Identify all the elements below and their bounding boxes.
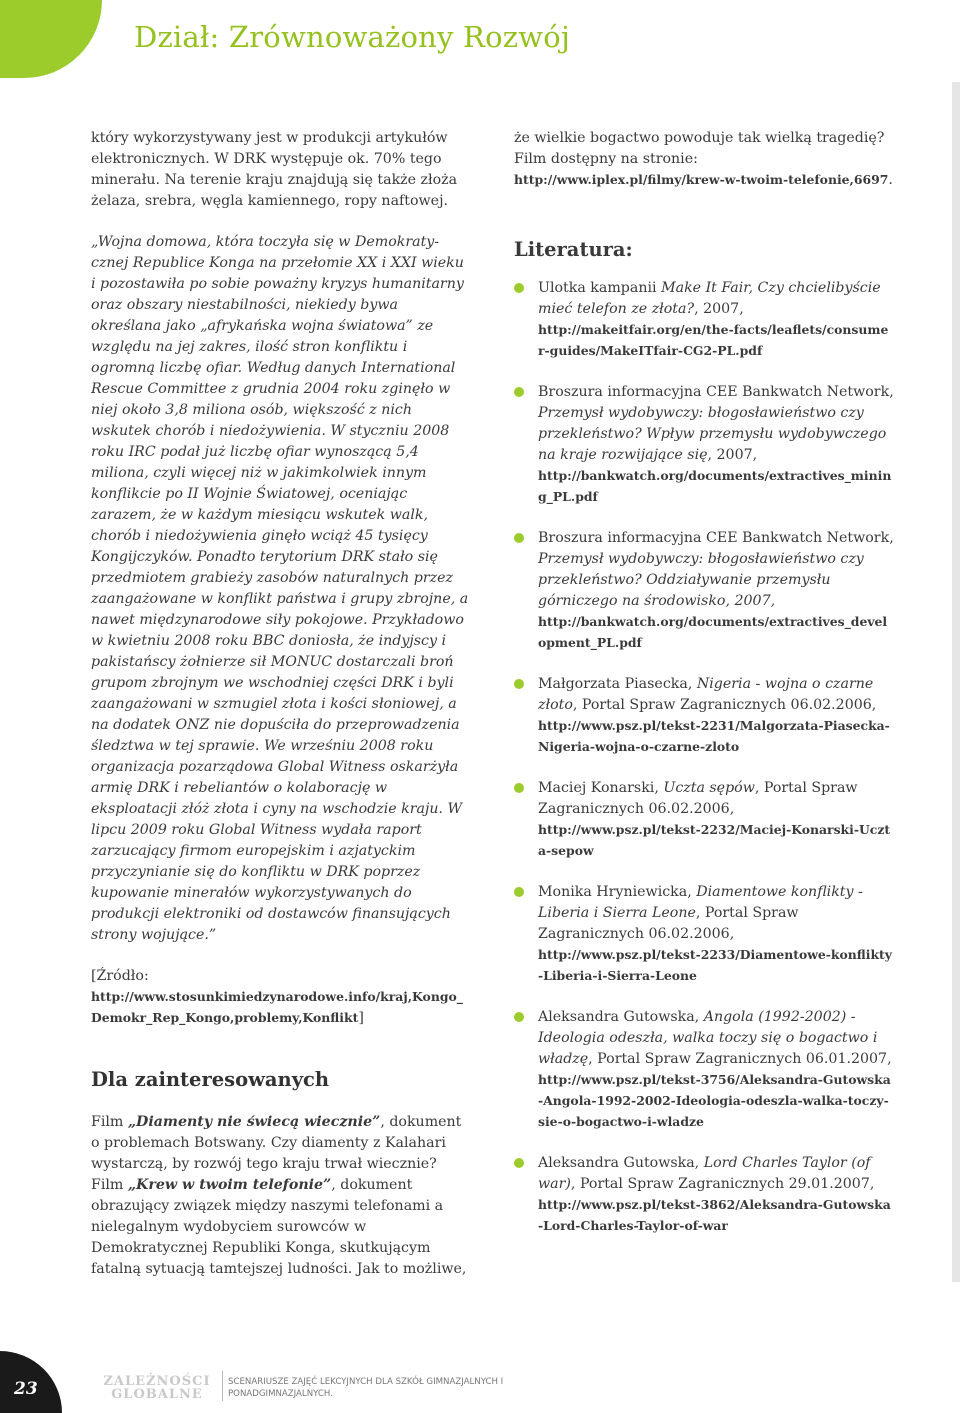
item-link[interactable]: http://www.psz.pl/tekst-3756/Aleksandra-Gutowska-Angola-1992-2002-Ideologia-odeszla-walka-toczy-sie-o-bogactwo-i-wladze — [538, 1072, 891, 1129]
literature-item — [514, 882, 894, 987]
right-edge-bar — [952, 82, 960, 1282]
item-text: Ulotka kampanii — [538, 280, 662, 296]
item-link[interactable]: http://www.psz.pl/tekst-3862/Aleksandra-Gutowska-Lord-Charles-Taylor-of-war — [538, 1197, 891, 1233]
item-text: Maciej Konarski, — [538, 780, 664, 796]
film2-prefix: Film — [91, 1177, 128, 1193]
bullet-icon — [514, 387, 524, 397]
page-footer — [0, 1343, 960, 1413]
item-title: Diamentowe konflikty - Liberia i Sierra Leone — [538, 884, 863, 921]
bullet-icon — [514, 283, 524, 293]
literature-item — [514, 778, 894, 862]
item-text: Aleksandra Gutowska, — [538, 1009, 704, 1025]
film2-title: „Krew w twoim telefonie” — [127, 1177, 332, 1193]
item-title: Uczta sępów — [663, 780, 755, 796]
item-link[interactable]: http://www.psz.pl/tekst-2233/Diamentowe-konflikty-Liberia-i-Sierra-Leone — [538, 947, 892, 983]
item-text: Aleksandra Gutowska, — [538, 1155, 704, 1171]
intro-paragraph: który wykorzystywany jest w produkcji artykułów elektronicznych. W DRK występuje ok. 70% tego minerału. Na terenie kraju znajdują się także złoża żelaza, srebra, węgla kamiennego, ropy naftowej. — [91, 130, 458, 209]
corner-accent — [0, 0, 102, 78]
source-prefix: [Źródło: — [91, 968, 149, 984]
bullet-icon — [514, 1012, 524, 1022]
literature-heading: Literatura: — [514, 238, 633, 261]
literature-item — [514, 382, 894, 508]
logo-line-2: GLOBALNE — [111, 1387, 203, 1402]
item-text: , Portal Spraw Zagranicznych 06.01.2007, — [588, 1051, 892, 1067]
left-column — [91, 128, 471, 1280]
literature-item — [514, 528, 894, 654]
item-link[interactable]: http://bankwatch.org/documents/extractives_mining_PL.pdf — [538, 468, 892, 504]
item-title: Lord Charles Taylor (of war) — [538, 1155, 871, 1192]
item-text: Małgorzata Piasecka, — [538, 676, 697, 692]
right-column — [514, 128, 894, 1257]
item-link[interactable]: http://www.psz.pl/tekst-2231/Malgorzata-Piasecka-Nigeria-wojna-o-czarne-zloto — [538, 718, 890, 754]
item-text: , 2007, — [707, 447, 758, 463]
page-number: 23 — [14, 1379, 38, 1399]
section-heading: Dla zainteresowanych — [91, 1068, 330, 1091]
item-title: Nigeria - wojna o czarne złoto — [538, 676, 874, 713]
item-title: Make It Fair, Czy chcielibyście mieć telefon ze złota? — [538, 280, 881, 317]
continued-paragraph — [514, 128, 894, 191]
footer-divider — [222, 1371, 223, 1401]
item-text: , Portal Spraw Zagranicznych 06.02.2006, — [572, 697, 877, 713]
item-text: , Portal Spraw Zagranicznych 06.02.2006, — [538, 780, 858, 817]
page-number-badge — [0, 1351, 62, 1413]
item-text: , 2007, — [694, 301, 744, 317]
literature-item — [514, 674, 894, 758]
bullet-icon — [514, 533, 524, 543]
continued-text: że wielkie bogactwo powoduje tak wielką tragedię? Film dostępny na stronie: — [514, 130, 885, 167]
literature-item — [514, 278, 894, 362]
film2-text: , dokument obrazujący związek między naszymi telefonami a nielegalnym wydobyciem surowców w Demokratycznej Republiki Konga, skutkującym fatalną sytuacją tamtejszej ludności. Jak to możliwe, — [91, 1177, 467, 1277]
item-text: , Portal Spraw Zagranicznych 29.01.2007, — [570, 1176, 875, 1192]
item-link[interactable]: http://www.psz.pl/tekst-2232/Maciej-Konarski-Uczta-sepow — [538, 822, 891, 858]
literature-item — [514, 1007, 894, 1133]
bullet-icon — [514, 1158, 524, 1168]
item-text: Broszura informacyjna CEE Bankwatch Network, — [538, 384, 894, 400]
bullet-icon — [514, 679, 524, 689]
item-title: Przemysł wydobywczy: błogosławieństwo czy przekleństwo? Wpływ przemysłu wydobywczego na kraje rozwijające się — [538, 405, 887, 463]
source-note — [91, 966, 471, 1029]
film-link-suffix: . — [888, 172, 893, 188]
logo — [92, 1375, 222, 1401]
item-text: , Portal Spraw Zagranicznych 06.02.2006, — [538, 905, 799, 942]
literature-item — [514, 1153, 894, 1237]
quote-paragraph: „Wojna domowa, która toczyła się w Demokraty-cznej Republice Konga na przełomie XX i XXI wieku i pozostawiła po sobie poważny kryzys humanitarny oraz obszary niestabilności, niekiedy bywa określana jako „afrykańska wojna światowa” ze względu na jej zakres, ilość stron konfliktu i ogromną liczbę ofiar. Według danych International Rescue Committee z grudnia 2004 roku zginęło w niej około 3,8 miliona osób, większość z nich wskutek chorób i niedożywienia. W styczniu 2008 roku IRC podał już liczbę ofiar wynoszącą 5,4 miliona, czyli więcej niż w jakimkolwiek innym konflikcie po II Wojnie Światowej, oceniając zarazem, że w każdym miesiącu wskutek walk, chorób i niedożywienia ginęło wciąż 45 tysięcy Kongijczyków. Ponadto terytorium DRK stało się przedmiotem grabieży zasobów naturalnych przez zaangażowane w konflikt państwa i grupy zbrojne, a nawet międzynarodowe siły pokojowe. Przykładowo w kwietniu 2008 roku BBC doniosła, że indyjscy i pakistańscy żołnierze sił MONUC dostarczali broń grupom zbrojnym we wschodniej części DRK i byli zaangażowani w szmugiel złota i kości słoniowej, a na dodatek ONZ nie dopuściła do przeprowadzenia śledztwa w tej sprawie. We wrześniu 2008 roku organizacja pozarządowa Global Witness oskarżyła armię DRK i rebeliantów o kolaborację w eksploatacji złóż złota i cyny na wschodzie kraju. W lipcu 2009 roku Global Witness wydała raport zarzucający firmom europejskim i azjatyckim przyczynianie się do konfliktu w DRK poprzez kupowanie minerałów wykorzystywanych do produkcji elektroniki od dostawców finansujących strony wojujące.” — [91, 234, 469, 943]
item-text: Broszura informacyjna CEE Bankwatch Network, — [538, 530, 894, 546]
film-link[interactable]: http://www.iplex.pl/filmy/krew-w-twoim-telefonie,6697 — [514, 172, 889, 187]
film1-prefix: Film — [91, 1114, 128, 1130]
page-title: Dział: Zrównoważony Rozwój — [134, 20, 571, 54]
film1-text: , dokument o problemach Botswany. Czy diamenty z Kalahari wystarczą, by rozwój tego kraju trwał wiecznie? — [91, 1114, 462, 1172]
item-link[interactable]: http://bankwatch.org/documents/extractives_development_PL.pdf — [538, 614, 888, 650]
source-suffix: ] — [358, 1010, 364, 1026]
item-link[interactable]: http://makeitfair.org/en/the-facts/leaflets/consumer-guides/MakeITfair-CG2-PL.pdf — [538, 322, 889, 358]
bullet-icon — [514, 783, 524, 793]
bullet-icon — [514, 887, 524, 897]
item-title: Angola (1992-2002) - Ideologia odeszła, walka toczy się o bogactwo i władzę — [538, 1009, 878, 1067]
literature-list — [514, 278, 894, 1237]
film1-title: „Diamenty nie świecą wiecznie” — [127, 1114, 381, 1130]
item-title: Przemysł wydobywczy: błogosławieństwo czy przekleństwo? Oddziaływanie przemysłu górniczego na środowisko, 2007, — [538, 551, 864, 609]
logo-line-1: ZALEŻNOŚCI — [103, 1374, 211, 1389]
footer-tagline: SCENARIUSZE ZAJĘĆ LEKCYJNYCH DLA SZKÓŁ GIMNAZJALNYCH I PONADGIMNAZJALNYCH. — [228, 1377, 504, 1399]
source-link[interactable]: http://www.stosunkimiedzynarodowe.info/kraj,Kongo_Demokr_Rep_Kongo,problemy,Konflikt — [91, 989, 463, 1025]
item-text: Monika Hryniewicka, — [538, 884, 697, 900]
film-paragraph — [91, 1112, 471, 1280]
